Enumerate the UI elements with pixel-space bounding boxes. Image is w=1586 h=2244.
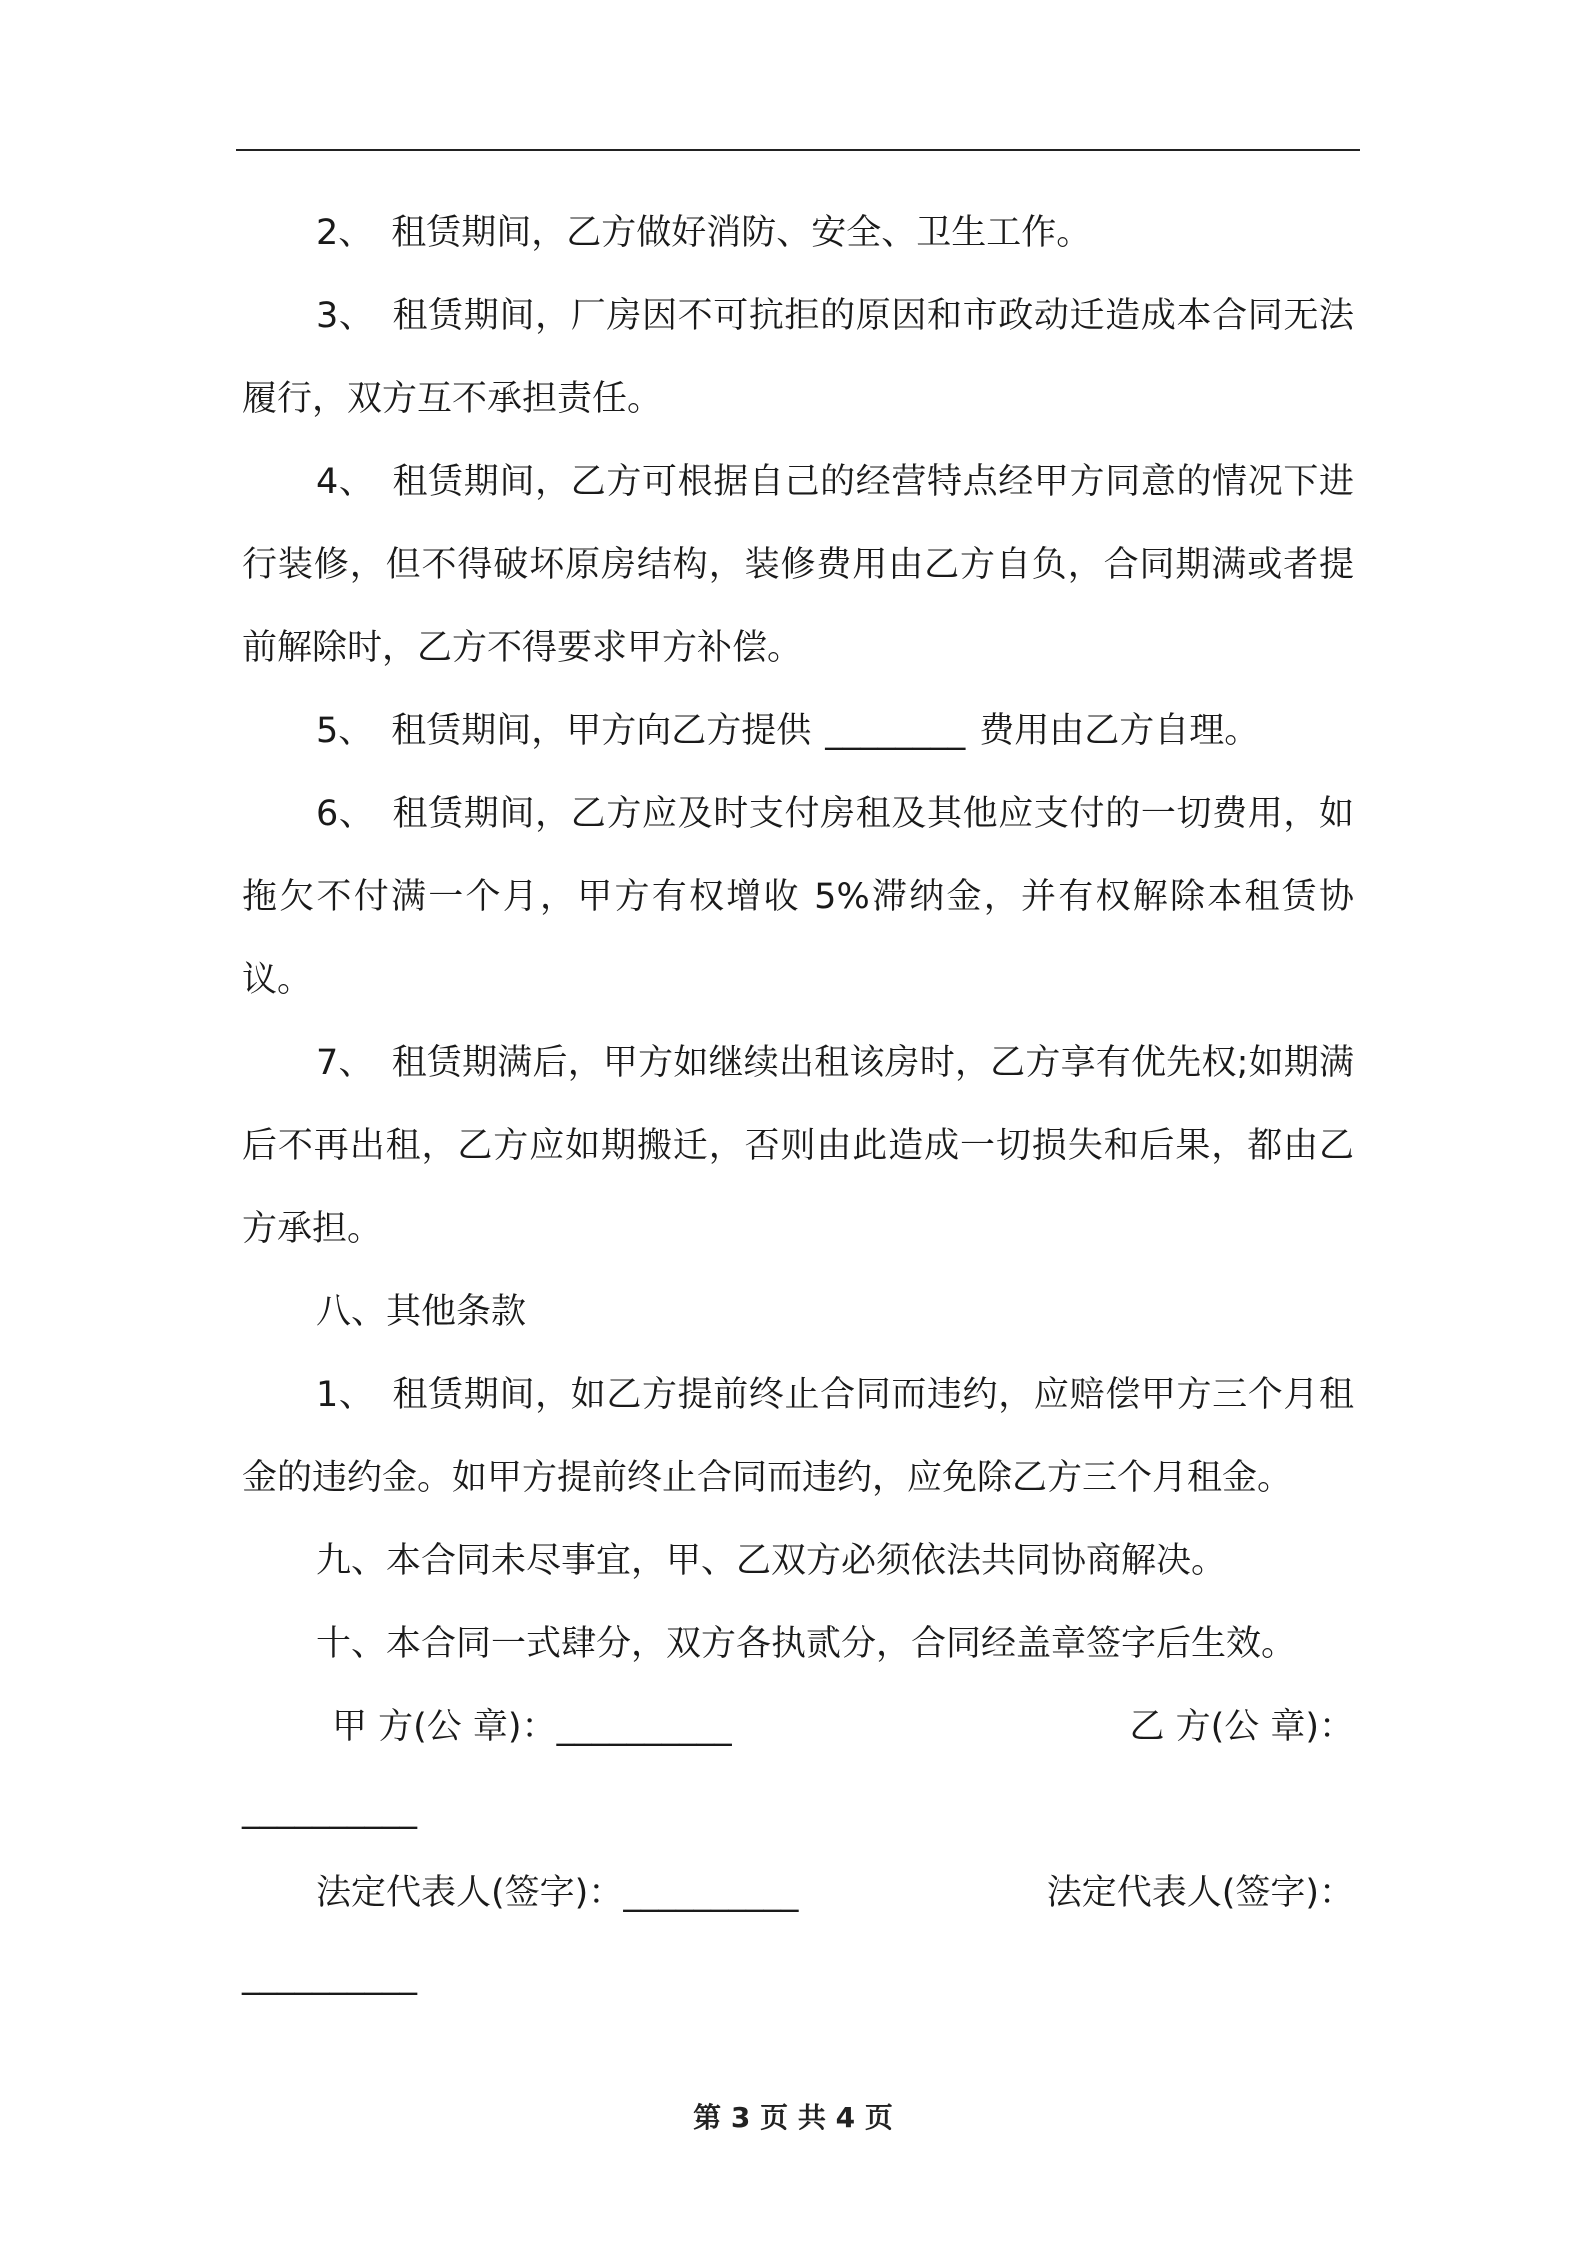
clause-2 [242,192,1354,275]
clause-number: 4、 [316,462,375,502]
clause-7 [242,1022,1354,1271]
party-b-blank: __________ [242,1790,417,1830]
clause-4 [242,441,1354,690]
rep-b-label: 法定代表人(签字)： [1046,1873,1354,1913]
clause-text: 租赁期间，甲方向乙方提供 [391,711,812,751]
clause-number: 7、 [316,1043,374,1083]
party-b-label: 乙 方(公 章)： [1129,1707,1354,1747]
document-body [242,192,1354,2018]
representative-row [242,1852,1354,1935]
rep-a-blank: __________ [623,1873,799,1913]
clause-3 [242,275,1354,441]
clause-text: 租赁期间，厂房因不可抗拒的原因和市政动迁造成本合同无法履行，双方互不承担责任。 [242,296,1354,419]
clause-number: 5、 [316,711,374,751]
party-a-seal [332,1686,732,1769]
clause-6 [242,773,1354,1022]
clause-text: 租赁期间，如乙方提前终止合同而违约，应赔偿甲方三个月租金的违约金。如甲方提前终止合同而违约，应免除乙方三个月租金。 [242,1375,1354,1498]
section-heading-10: 十、本合同一式肆分，双方各执贰分，合同经盖章签字后生效。 [316,1624,1297,1664]
clause-number: 2、 [316,213,374,253]
clause-text: 租赁期满后，甲方如继续出租该房时，乙方享有优先权;如期满后不再出租，乙方应如期搬迁，否则由此造成一切损失和后果，都由乙方承担。 [242,1043,1354,1249]
section-heading-9: 九、本合同未尽事宜，甲、乙双方必须依法共同协商解决。 [316,1541,1227,1581]
clause-number: 3、 [316,296,375,336]
clause-5 [242,690,1354,773]
page-number: 第 3 页 共 4 页 [693,2101,893,2134]
clause-text: 租赁期间，乙方可根据自己的经营特点经甲方同意的情况下进行装修，但不得破坏原房结构，装修费用由乙方自负，合同期满或者提前解除时，乙方不得要求甲方补偿。 [242,462,1354,668]
header-rule [236,149,1360,151]
section-8-clause-1 [242,1354,1354,1520]
fill-blank: ________ [825,711,966,751]
clause-number: 1、 [316,1375,375,1415]
clause-text: 租赁期间，乙方做好消防、安全、卫生工作。 [391,213,1092,253]
rep-b-blank: __________ [242,1956,417,1996]
party-a-blank: __________ [556,1707,732,1747]
clause-text: 租赁期间，乙方应及时支付房租及其他应支付的一切费用，如拖欠不付满一个月，甲方有权增收 5%滞纳金，并有权解除本租赁协议。 [242,794,1354,1000]
rep-a-signature [316,1852,798,1935]
clause-text-after: 费用由乙方自理。 [979,711,1260,751]
rep-a-label: 法定代表人(签字)： [316,1873,624,1913]
clause-number: 6、 [316,794,375,834]
party-seal-row [242,1686,1354,1769]
section-heading-8: 八、其他条款 [316,1292,527,1332]
party-a-label: 甲 方(公 章)： [332,1707,557,1747]
